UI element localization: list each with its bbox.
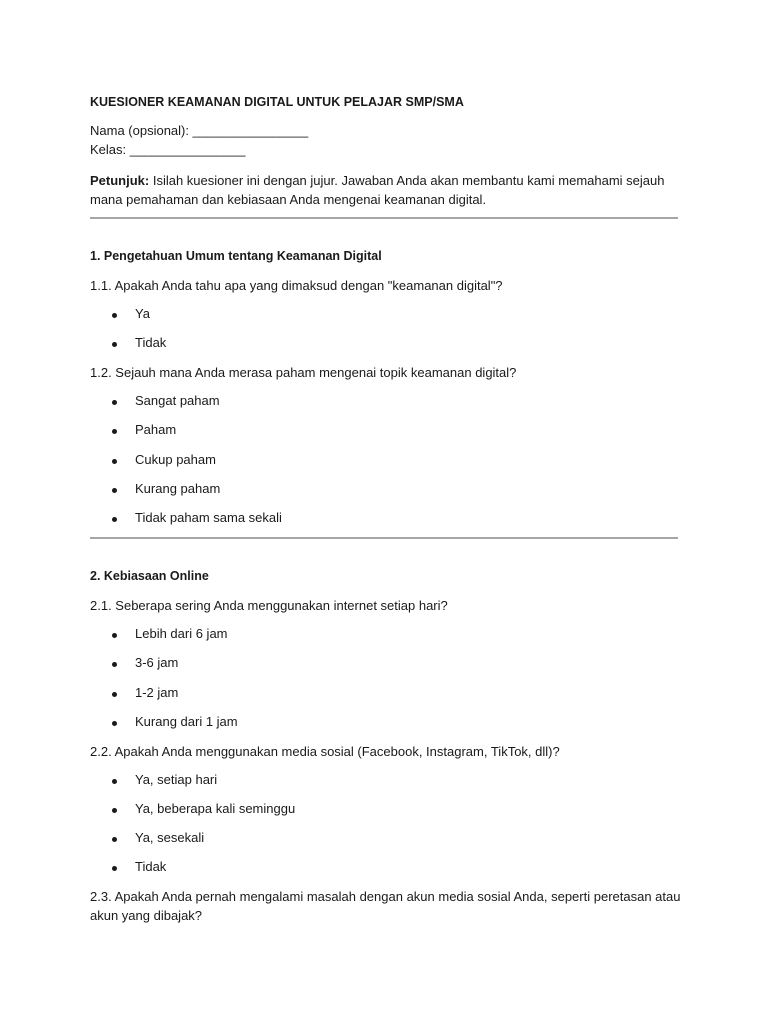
- bullet-icon: [112, 342, 117, 347]
- question-text: 1.2. Sejauh mana Anda merasa paham mengenai topik keamanan digital?: [90, 365, 517, 380]
- bullet-icon: [112, 400, 117, 405]
- question-text: 1.1. Apakah Anda tahu apa yang dimaksud dengan "keamanan digital"?: [90, 278, 503, 293]
- option-item: Ya, sesekali: [135, 830, 205, 845]
- bullet-icon: [112, 721, 117, 726]
- question-text: 2.2. Apakah Anda menggunakan media sosial (Facebook, Instagram, TikTok, dll)?: [90, 744, 560, 759]
- instructions-label: Petunjuk:: [90, 173, 150, 188]
- bullet-icon: [112, 517, 117, 522]
- option-item: 3-6 jam: [135, 655, 179, 670]
- instructions-text: Isilah kuesioner ini dengan jujur. Jawaban Anda akan membantu kami memahami sejauh mana pemahaman dan kebiasaan Anda mengenai keamanan digital.: [90, 173, 665, 207]
- bullet-icon: [112, 692, 117, 697]
- option-item: Ya: [135, 306, 150, 321]
- option-item: Tidak: [135, 335, 167, 350]
- section-heading: 1. Pengetahuan Umum tentang Keamanan Digital: [90, 249, 382, 263]
- option-item: Kurang paham: [135, 481, 221, 496]
- bullet-icon: [112, 429, 117, 434]
- document-title: KUESIONER KEAMANAN DIGITAL UNTUK PELAJAR SMP/SMA: [90, 95, 464, 109]
- class-field: Kelas: ________________: [90, 142, 246, 157]
- section-divider: [90, 537, 678, 539]
- section-divider: [90, 217, 678, 219]
- bullet-icon: [112, 459, 117, 464]
- section-heading: 2. Kebiasaan Online: [90, 569, 209, 583]
- bullet-icon: [112, 837, 117, 842]
- bullet-icon: [112, 662, 117, 667]
- option-item: Sangat paham: [135, 393, 220, 408]
- question-text: 2.1. Seberapa sering Anda menggunakan internet setiap hari?: [90, 598, 448, 613]
- option-item: Tidak: [135, 859, 167, 874]
- option-item: Lebih dari 6 jam: [135, 626, 228, 641]
- bullet-icon: [112, 779, 117, 784]
- option-item: Ya, beberapa kali seminggu: [135, 801, 296, 816]
- option-item: Tidak paham sama sekali: [135, 510, 282, 525]
- bullet-icon: [112, 866, 117, 871]
- option-item: Paham: [135, 422, 177, 437]
- option-item: Cukup paham: [135, 452, 216, 467]
- option-item: Kurang dari 1 jam: [135, 714, 238, 729]
- instructions-paragraph: [90, 171, 682, 209]
- bullet-icon: [112, 313, 117, 318]
- bullet-icon: [112, 633, 117, 638]
- question-text: 2.3. Apakah Anda pernah mengalami masalah dengan akun media sosial Anda, seperti peretasan atau akun yang dibajak?: [90, 889, 681, 923]
- bullet-icon: [112, 488, 117, 493]
- name-field: Nama (opsional): ________________: [90, 123, 309, 138]
- bullet-icon: [112, 808, 117, 813]
- option-item: Ya, setiap hari: [135, 772, 218, 787]
- option-item: 1-2 jam: [135, 685, 179, 700]
